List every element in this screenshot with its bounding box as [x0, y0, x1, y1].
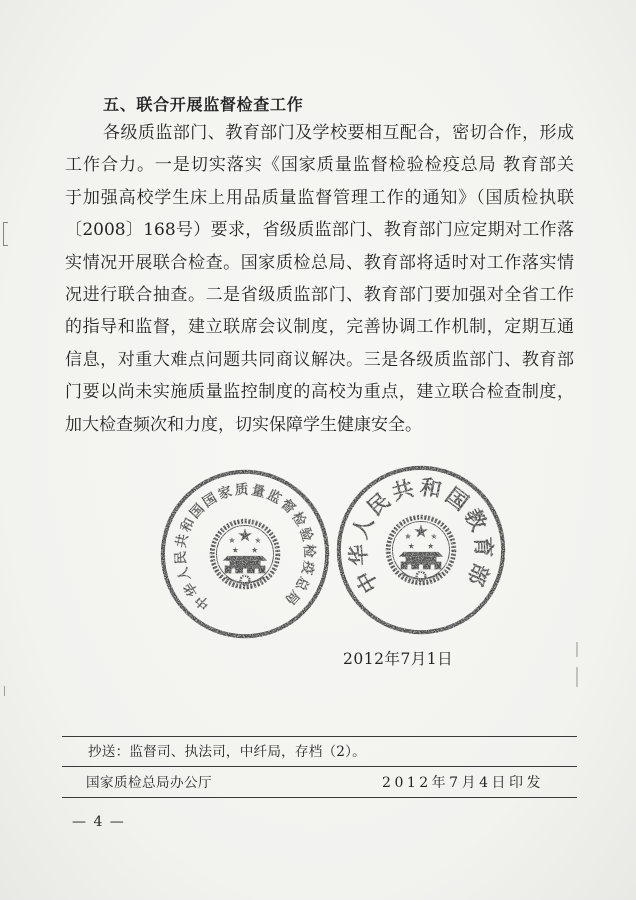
seal-text: [173, 481, 318, 613]
footer-rule: [62, 736, 577, 737]
seal-text-path: 中华人民共和国教育部: [346, 474, 496, 597]
footer-rule: [62, 797, 577, 798]
paragraph-line: 于加强高校学生床上用品质量监督管理工作的通知》（国质检执联: [65, 187, 574, 208]
seal-text-path: 中华人民共和国国家质量监督检验检疫总局: [172, 481, 318, 613]
section-heading: 五、联合开展监督检查工作: [103, 95, 304, 114]
paragraph-line: 信息，对重大难点问题共同商议解决。三是各级质监部门、教育部: [65, 349, 574, 370]
scan-mark: [576, 667, 578, 687]
scan-mark: [3, 222, 8, 246]
paragraph-line: 实情况开展联合检查。国家质检总局、教育部将适时对工作落实情: [65, 252, 574, 273]
paragraph-line: 况进行联合抽查。二是省级质监部门、教育部门要加强对全省工作: [65, 284, 574, 305]
section-body: [65, 117, 574, 441]
issuing-office: 国家质检总局办公厅: [86, 775, 212, 791]
paragraph-line: 的指导和监督，建立联席会议制度，完善协调工作机制，定期互通: [65, 317, 574, 338]
seal-aqsiq: [158, 467, 332, 641]
signing-date: 2012年7月1日: [343, 650, 454, 668]
seal-ministry-of-education: [334, 463, 508, 637]
paragraph-line: 各级质监部门、教育部门及学校要相互配合，密切合作，形成: [103, 123, 574, 143]
issue-date: 2012年7月4日印发: [382, 775, 544, 791]
scan-mark: [4, 686, 8, 696]
national-emblem-icon: [212, 521, 278, 587]
paragraph-line: 〔2008〕168号）要求，省级质监部门、教育部门应定期对工作落: [65, 220, 574, 241]
seal-body: [163, 472, 327, 636]
paragraph-line: 加大检查频次和力度，切实保障学生健康安全。: [65, 414, 422, 435]
national-emblem-icon: [388, 517, 454, 583]
cc-line: 抄送：监督司、执法司，中纤局，存档（2）。: [88, 744, 366, 760]
page-number: — 4 —: [72, 814, 126, 830]
seal-body: [339, 468, 503, 632]
footer-rule: [62, 766, 577, 767]
paragraph-line: 门要以尚未实施质量监控制度的高校为重点，建立联合检查制度，: [65, 382, 574, 403]
scan-mark: [576, 642, 578, 657]
paragraph-line: 工作合力。一是切实落实《国家质量监督检验检疫总局 教育部关: [65, 155, 574, 176]
